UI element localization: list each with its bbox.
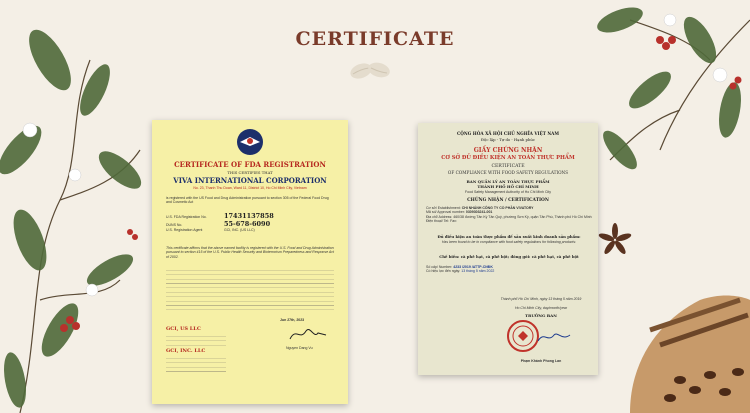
authority-vn-2: THÀNH PHỐ HỒ CHÍ MINH: [477, 184, 539, 189]
fda-registration-certificate: [152, 120, 348, 404]
vn-signer: Phạm Khánh Phong Lan: [520, 359, 562, 363]
official-seal-icon: [506, 319, 540, 353]
coffee-sack-icon: [630, 296, 750, 413]
coffee-plant-left-illustration: [0, 0, 170, 413]
cert-number-block: [426, 265, 592, 274]
address-label: Địa chỉ/ Address:: [426, 214, 453, 219]
phone-label: Điện thoại/ Tel:: [426, 219, 450, 224]
vn-title-2: CƠ SỞ ĐỦ ĐIỀU KIỆN AN TOÀN THỰC PHẨM: [441, 155, 575, 161]
fda-footer-lines: [166, 334, 226, 346]
approval-label: Mã số/ Approval number:: [426, 210, 465, 215]
fax-label: Fax:: [450, 219, 457, 224]
fda-company: VIVA INTERNATIONAL CORPORATION: [173, 176, 327, 185]
eagle-emblem-icon: [235, 128, 265, 156]
issue-en: Ho Chi Minh City, day/month/year: [514, 306, 568, 310]
signature-icon: [288, 325, 328, 343]
certification-heading: CHỨNG NHẬN / CERTIFICATION: [467, 198, 549, 203]
fda-title: CERTIFICATE OF FDA REGISTRATION: [174, 160, 326, 169]
establishment-name: CHI NHÁNH CÔNG TY CỔ PHẦN VIVATORY: [461, 206, 534, 210]
vn-motto: Độc lập - Tự do - Hạnh phúc: [480, 137, 535, 142]
vn-country: CỘNG HÒA XÃ HỘI CHỦ NGHĨA VIỆT NAM: [456, 131, 560, 136]
fda-reg-label: U.S. FDA Registration No.: [166, 215, 207, 219]
vn-details: [426, 206, 592, 224]
food-safety-certificate: [418, 123, 598, 375]
signature-icon: [536, 329, 572, 345]
address-value: 460/38 đường Tân Kỳ Tân Quý, phường Sơn Kỳ, quận Tân Phú, Thành phố Hồ Chí Minh: [453, 214, 592, 219]
en-title-1: CERTIFICATE: [491, 164, 525, 169]
signer-title: TRƯỞNG BAN: [525, 313, 557, 318]
fda-reg-number: 17431137858: [224, 212, 274, 220]
fda-date: Jun 27th, 2023: [280, 318, 305, 322]
coffee-bean-icon: [345, 56, 395, 86]
validity-date: 13 tháng 5 năm 2022: [461, 269, 495, 274]
authority-en: Food Safety Management Authority of Ho Chi Minh City: [465, 190, 551, 194]
fda-signer: Nguyen Dang Vu: [286, 346, 313, 350]
star-anise-icon: [598, 223, 632, 256]
fda-footer-company-2: GCI, INC. LLC: [166, 348, 206, 354]
cert-number: 4233 /2019 /ATTP-CNĐK: [453, 265, 493, 269]
fda-intro: is registered with the US Food and Drug Administration pursuant to section 305 of the Federal Food Drug and Cosmetic Act: [166, 196, 329, 205]
agent-name: GCI, INC. (US LLC): [224, 228, 255, 232]
vn-title-1: GIẤY CHỨNG NHẬN: [473, 147, 543, 154]
fda-footer-company: GCI, US LLC: [166, 326, 201, 332]
eligibility-en: Has been found to be in compliance with food safety regulations for following products:: [441, 240, 577, 244]
fda-address: No. 23, Thanh Thu Doan, Ward 11, District 10, Ho Chi Minh City, Vietnam: [193, 186, 307, 190]
fda-body-text: This certificate affirms that the above named facility is registered with the U.S. Food and Drug Administration pursuant to section 415 of the U.S. Public Health Security and Bioterrorism Preparedness and Response Act of 2002.: [166, 246, 334, 259]
cert-number-label: Số cấp/ Number:: [426, 265, 453, 269]
validity-label: Có hiệu lực đến ngày:: [426, 269, 461, 274]
en-title-2: OF COMPLIANCE WITH FOOD SAFETY REGULATIONS: [447, 170, 569, 175]
duns-label: DUNS No.: [166, 223, 183, 227]
fda-footer-lines-2: [166, 356, 226, 372]
establishment-label: Cơ sở/ Establishment:: [426, 206, 461, 210]
approval-number: 0309303241-001: [465, 210, 493, 215]
products-text: Chế biến: cà phê hạt, cà phê bột; đóng gói: cà phê hạt, cà phê bột: [439, 254, 579, 259]
fda-subtitle: THIS CERTIFIES THAT: [227, 170, 273, 175]
issue-place-date: Thành phố Hồ Chí Minh, ngày 13 tháng 5 năm 2019: [500, 297, 582, 301]
authority-vn-1: BAN QUẢN LÝ AN TOÀN THỰC PHẨM: [466, 179, 550, 184]
duns-number: 55-678-6090: [224, 220, 271, 228]
coffee-plant-right-illustration: [590, 0, 750, 413]
eligibility-vn: Đủ điều kiện an toàn thực phẩm để sản xuất kinh doanh sản phẩm:: [437, 234, 581, 239]
fda-details: [166, 212, 334, 232]
agent-label: U.S. Registration Agent: [166, 228, 203, 232]
fda-filler-text: [166, 268, 334, 312]
page-title: CERTIFICATE: [295, 28, 455, 50]
